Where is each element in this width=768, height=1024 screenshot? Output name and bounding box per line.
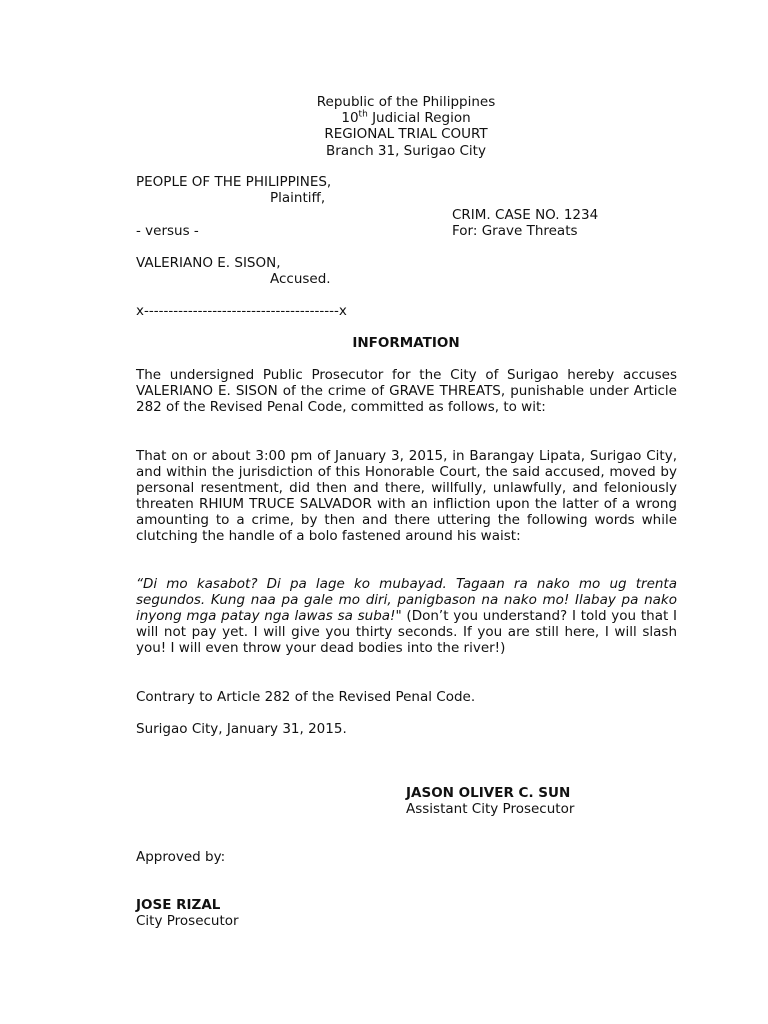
header-region-label: Judicial Region [367,110,471,126]
header-court: REGIONAL TRIAL COURT [324,126,488,142]
date-line: Surigao City, January 31, 2015. [136,721,347,737]
quote-cebuano: “Di mo kasabot? Di pa lage ko mubayad. Tagaan ra nako mo ug trenta segundos. Kung naa pa gale mo diri, panigbason na nako mo! Ilabay pa nako inyong mga patay nga lawas sa suba!" [136,576,677,624]
header-branch: Branch 31, Surigao City [326,143,486,159]
caption-separator: x----------------------------------------x [136,303,347,319]
approved-by-label: Approved by: [136,849,226,865]
plaintiff-role: Plaintiff, [270,190,326,206]
approver-name: JOSE RIZAL [136,897,221,913]
document-title: INFORMATION [352,335,460,351]
offense-label: For: Grave Threats [452,223,578,239]
accused-name: VALERIANO E. SISON, [136,255,281,271]
header-republic: Republic of the Philippines [316,94,496,110]
paragraph-accusation: The undersigned Public Prosecutor for the City of Surigao hereby accuses VALERIANO E. SISON of the crime of GRAVE THREATS, punishable under Article 282 of the Revised Penal Code, committed as follows, to wit: [136,367,677,415]
paragraph-quote [136,576,677,656]
header-judicial-region [0,110,768,126]
accused-role: Accused. [270,271,331,287]
quote-translation: (Don’t you understand? I told you that I will not pay yet. I will give you thirty seconds. If you are still here, I will slash you! I will even throw your dead bodies into the river!) [136,608,678,656]
paragraph-contrary: Contrary to Article 282 of the Revised Penal Code. [136,689,476,705]
header-region-number: 10 [341,110,359,126]
versus-label: - versus - [136,223,199,239]
case-number: CRIM. CASE NO. 1234 [452,207,599,223]
paragraph-facts: That on or about 3:00 pm of January 3, 2015, in Barangay Lipata, Surigao City, and within the jurisdiction of this Honorable Court, the said accused, moved by personal resentment, did then and there, willfully, unlawfully, and feloniously threaten RHIUM TRUCE SALVADOR with an infliction upon the latter of a wrong amounting to a crime, by then and there uttering the following words while clutching the handle of a bolo fastened around his waist: [136,448,677,544]
header-region-suffix: th [358,109,368,120]
prosecutor-name: JASON OLIVER C. SUN [406,785,571,801]
approver-title: City Prosecutor [136,913,239,929]
prosecutor-title: Assistant City Prosecutor [406,801,575,817]
plaintiff-name: PEOPLE OF THE PHILIPPINES, [136,174,332,190]
